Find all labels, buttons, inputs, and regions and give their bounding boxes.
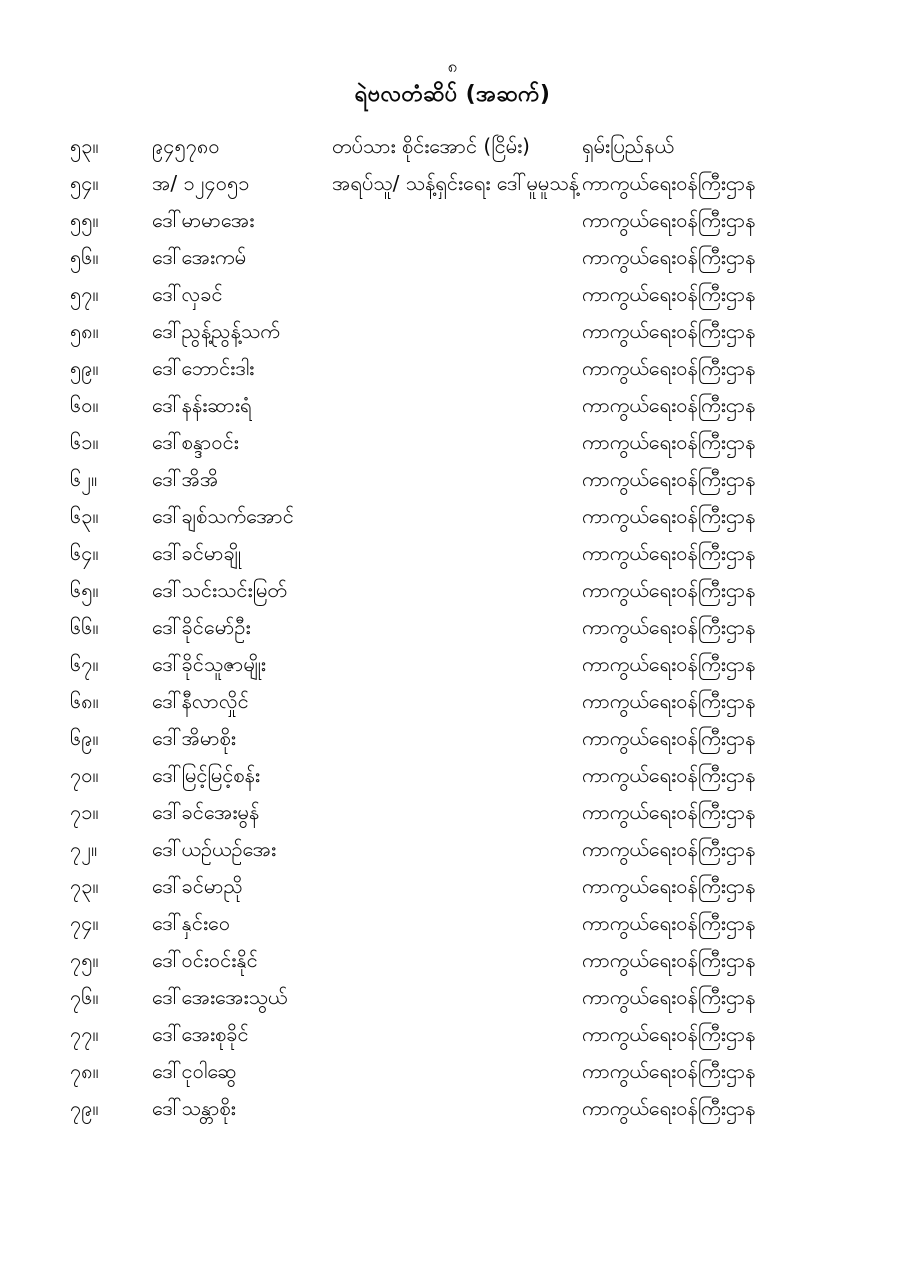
table-row	[70, 979, 837, 1016]
table-row	[70, 609, 837, 646]
row-department: ကာကွယ်ရေးဝန်ကြီးဌာန	[582, 1059, 756, 1084]
row-department: ကာကွယ်ရေးဝန်ကြီးဌာန	[582, 1096, 756, 1121]
row-id: ဒေါ်အိအိ	[152, 467, 219, 492]
row-department: ကာကွယ်ရေးဝန်ကြီးဌာန	[582, 208, 756, 233]
table-row	[70, 757, 837, 794]
row-description	[332, 979, 582, 1016]
table-row	[70, 461, 837, 498]
table-row	[70, 202, 837, 239]
row-id: ဒေါ်အေးစုခိုင်	[152, 1022, 249, 1047]
row-department: ကာကွယ်ရေးဝန်ကြီးဌာန	[582, 245, 756, 270]
row-number: ၇၆။	[70, 985, 99, 1010]
row-id: ဒေါ်နှင်းဝေ	[152, 911, 231, 936]
page-title: ရဲဗလတံဆိပ် (အဆက်)	[354, 81, 551, 107]
row-department: ကာကွယ်ရေးဝန်ကြီးဌာန	[582, 393, 756, 418]
row-number: ၇၇။	[70, 1022, 99, 1047]
row-description	[332, 794, 582, 831]
row-description: တပ်သား စိုင်းအောင် (ငြိမ်း)	[332, 134, 530, 159]
table-row	[70, 535, 837, 572]
row-department: ကာကွယ်ရေးဝန်ကြီးဌာန	[582, 504, 756, 529]
row-department: ကာကွယ်ရေးဝန်ကြီးဌာန	[582, 652, 756, 677]
table-row	[70, 905, 837, 942]
row-description	[332, 609, 582, 646]
row-id: ဒေါ်ခင်အေးမွန်	[152, 800, 260, 825]
row-number: ၆၂။	[70, 467, 98, 492]
row-description	[332, 387, 582, 424]
row-number: ၆၀။	[70, 393, 99, 418]
awards-table	[70, 128, 837, 1127]
row-id: ဒေါ်နီလာလှိုင်	[152, 689, 249, 714]
row-id: ဒေါ်မြင့်မြင့်စန်း	[152, 763, 260, 788]
row-number: ၇၀။	[70, 763, 99, 788]
row-number: ၅၄။	[70, 171, 99, 196]
row-description	[332, 276, 582, 313]
row-department: ကာကွယ်ရေးဝန်ကြီးဌာန	[582, 1022, 756, 1047]
row-id: ဒေါ်ဘောင်းဒါး	[152, 356, 255, 381]
page-number: ၈	[447, 57, 458, 77]
row-department: ကာကွယ်ရေးဝန်ကြီးဌာန	[582, 726, 756, 751]
row-description	[332, 350, 582, 387]
row-department: ကာကွယ်ရေးဝန်ကြီးဌာန	[582, 837, 756, 862]
row-number: ၆၄။	[70, 541, 99, 566]
row-department: ကာကွယ်ရေးဝန်ကြီးဌာန	[582, 430, 756, 455]
row-id: ဒေါ်သန္တာစိုး	[152, 1096, 236, 1121]
row-description: အရပ်သူ/ သန့်ရှင်းရေး ဒေါ်မူမူသန့်	[332, 171, 579, 196]
row-number: ၅၅။	[70, 208, 99, 233]
row-number: ၇၅။	[70, 948, 99, 973]
table-row	[70, 831, 837, 868]
row-description	[332, 831, 582, 868]
table-row	[70, 942, 837, 979]
row-id: ဒေါ်စန္ဒာဝင်း	[152, 430, 239, 455]
row-id: ဒေါ်မာမာအေး	[152, 208, 255, 233]
row-description	[332, 1016, 582, 1053]
row-department: ကာကွယ်ရေးဝန်ကြီးဌာန	[582, 948, 756, 973]
row-description	[332, 868, 582, 905]
row-id: ဒေါ်လှခင်	[152, 282, 223, 307]
row-number: ၅၈။	[70, 319, 99, 344]
row-number: ၆၁။	[70, 430, 99, 455]
row-id: ၉၄၅၇၈၀	[152, 134, 220, 159]
row-description	[332, 720, 582, 757]
table-row	[70, 720, 837, 757]
row-id: ဒေါ်ခိုင်သူဇာမျိုး	[152, 652, 266, 677]
table-row	[70, 239, 837, 276]
row-department: ကာကွယ်ရေးဝန်ကြီးဌာန	[582, 689, 756, 714]
row-number: ၆၃။	[70, 504, 99, 529]
table-row	[70, 387, 837, 424]
row-id: အ/ ၁၂၄၀၅၁	[152, 171, 250, 196]
row-number: ၇၈။	[70, 1059, 99, 1084]
row-department: ရှမ်းပြည်နယ်	[582, 134, 674, 159]
row-description	[332, 498, 582, 535]
row-department: ကာကွယ်ရေးဝန်ကြီးဌာန	[582, 282, 756, 307]
table-row	[70, 1090, 837, 1127]
row-description	[332, 646, 582, 683]
table-row	[70, 313, 837, 350]
row-department: ကာကွယ်ရေးဝန်ကြီးဌာန	[582, 911, 756, 936]
row-number: ၆၉။	[70, 726, 99, 751]
row-department: ကာကွယ်ရေးဝန်ကြီးဌာန	[582, 171, 756, 196]
row-id: ဒေါ်အေးအေးသွယ်	[152, 985, 288, 1010]
table-row	[70, 165, 837, 202]
table-row	[70, 276, 837, 313]
row-description	[332, 942, 582, 979]
table-row	[70, 424, 837, 461]
row-department: ကာကွယ်ရေးဝန်ကြီးဌာန	[582, 985, 756, 1010]
row-id: ဒေါ်ယဉ်ယဉ်အေး	[152, 837, 277, 862]
row-number: ၆၇။	[70, 652, 99, 677]
row-description	[332, 535, 582, 572]
row-department: ကာကွယ်ရေးဝန်ကြီးဌာန	[582, 763, 756, 788]
row-id: ဒေါ်ခင်မာချို	[152, 541, 241, 566]
row-description	[332, 905, 582, 942]
table-row	[70, 350, 837, 387]
table-row	[70, 498, 837, 535]
row-description	[332, 757, 582, 794]
row-department: ကာကွယ်ရေးဝန်ကြီးဌာန	[582, 356, 756, 381]
row-number: ၅၉။	[70, 356, 99, 381]
row-id: ဒေါ်အေးကမ်	[152, 245, 247, 270]
table-row	[70, 683, 837, 720]
row-id: ဒေါ်ခင်မာညို	[152, 874, 243, 899]
row-number: ၆၅။	[70, 578, 99, 603]
row-description	[332, 1090, 582, 1127]
row-number: ၅၇။	[70, 282, 99, 307]
row-number: ၅၃။	[70, 134, 99, 159]
row-number: ၇၃။	[70, 874, 99, 899]
row-id: ဒေါ်အိမာစိုး	[152, 726, 236, 751]
row-department: ကာကွယ်ရေးဝန်ကြီးဌာန	[582, 578, 756, 603]
row-description	[332, 461, 582, 498]
row-description	[332, 313, 582, 350]
row-number: ၇၁။	[70, 800, 99, 825]
row-department: ကာကွယ်ရေးဝန်ကြီးဌာန	[582, 874, 756, 899]
row-number: ၆၆။	[70, 615, 99, 640]
table-row	[70, 1016, 837, 1053]
row-number: ၅၆။	[70, 245, 99, 270]
row-id: ဒေါ်ညွန့်ညွန့်သက်	[152, 319, 280, 344]
table-row	[70, 128, 837, 165]
row-description	[332, 683, 582, 720]
row-id: ဒေါ်နန်းဆားရံ	[152, 393, 252, 418]
row-department: ကာကွယ်ရေးဝန်ကြီးဌာန	[582, 541, 756, 566]
row-id: ဒေါ်ချစ်သက်အောင်	[152, 504, 294, 529]
row-department: ကာကွယ်ရေးဝန်ကြီးဌာန	[582, 467, 756, 492]
row-description	[332, 202, 582, 239]
row-description	[332, 572, 582, 609]
row-department: ကာကွယ်ရေးဝန်ကြီးဌာန	[582, 319, 756, 344]
row-id: ဒေါ်ခိုင်မော်ဦး	[152, 615, 251, 640]
row-number: ၆၈။	[70, 689, 99, 714]
row-id: ဒေါ်ငုဝါဆွေ	[152, 1059, 237, 1084]
row-id: ဒေါ်သင်းသင်းမြတ်	[152, 578, 287, 603]
row-number: ၇၂။	[70, 837, 98, 862]
row-description	[332, 1053, 582, 1090]
table-row	[70, 1053, 837, 1090]
row-id: ဒေါ်ဝင်းဝင်းနိုင်	[152, 948, 258, 973]
row-number: ၇၉။	[70, 1096, 99, 1121]
row-number: ၇၄။	[70, 911, 99, 936]
table-row	[70, 794, 837, 831]
row-description	[332, 424, 582, 461]
table-row	[70, 572, 837, 609]
row-department: ကာကွယ်ရေးဝန်ကြီးဌာန	[582, 800, 756, 825]
awards-table-body	[70, 128, 837, 1127]
table-row	[70, 646, 837, 683]
row-department: ကာကွယ်ရေးဝန်ကြီးဌာန	[582, 615, 756, 640]
table-row	[70, 868, 837, 905]
row-description	[332, 239, 582, 276]
